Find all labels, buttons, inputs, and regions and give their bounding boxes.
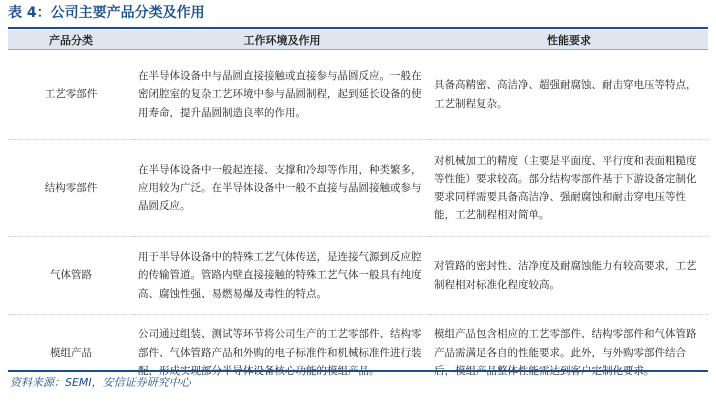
header-row	[8, 30, 708, 50]
row-category: 结构零部件	[44, 181, 98, 194]
product-table	[8, 30, 708, 391]
top-rule	[8, 27, 708, 29]
row-requirements: 对机械加工的精度（主要是平面度、平行度和表面粗糙度等性能）要求较高。部分结构零部件基于下游设备定制化要求同样需要具备高洁净、强耐腐蚀和耐击穿电压等性能，工艺制程相对简单。	[434, 154, 697, 222]
column-header-requirements: 性能要求	[430, 30, 708, 50]
row-category: 模组产品	[50, 346, 92, 359]
table-title: 表 4：公司主要产品分类及作用	[8, 5, 205, 21]
source-note: 资料来源：SEMI，安信证券研究中心	[10, 376, 191, 389]
row-environment: 用于半导体设备中的特殊工艺气体传送，是连接气源到反应腔的传输管道。管路内壁直接接触的特殊工艺气体一般具有纯度高、腐蚀性强、易燃易爆及毒性的特点。	[138, 251, 422, 300]
row-category: 气体管路	[50, 269, 92, 282]
row-environment: 公司通过组装、测试等环节将公司生产的工艺零部件、结构零部件、气体管路产品和外购的电子标准件和机械标准件进行装	[138, 328, 422, 359]
table-row	[8, 237, 708, 315]
row-environment: 在半导体设备中一般起连接、支撑和冷却等作用，种类繁多，应用较为广泛。在半导体设备中一般不直接与晶圆接触或参与晶圆反应。	[138, 163, 422, 213]
column-header-category: 产品分类	[8, 30, 134, 50]
table-row	[8, 140, 708, 237]
row-requirements: 对管路的密封性、洁净度及耐腐蚀能力有较高要求，工艺制程相对标准化程度较高。	[434, 260, 697, 291]
bottom-rule	[8, 370, 708, 372]
column-header-environment: 工作环境及作用	[134, 30, 430, 50]
row-requirements: 模组产品包含相应的工艺零部件、结构零部件和气体管路产品需满足各自的性能要求。此外，与外购零部件结合	[434, 328, 697, 359]
row-requirements: 具备高精密、高洁净、超强耐腐蚀、耐击穿电压等特点，工艺制程复杂。	[434, 79, 697, 110]
table-row	[8, 50, 708, 140]
row-environment: 在半导体设备中与晶圆直接接触或直接参与晶圆反应。一般在密闭腔室的复杂工艺环境中参与晶圆制程，起到延长设备的使用寿命，提升晶圆制造良率的作用。	[138, 70, 422, 119]
row-category: 工艺零部件	[44, 88, 98, 101]
